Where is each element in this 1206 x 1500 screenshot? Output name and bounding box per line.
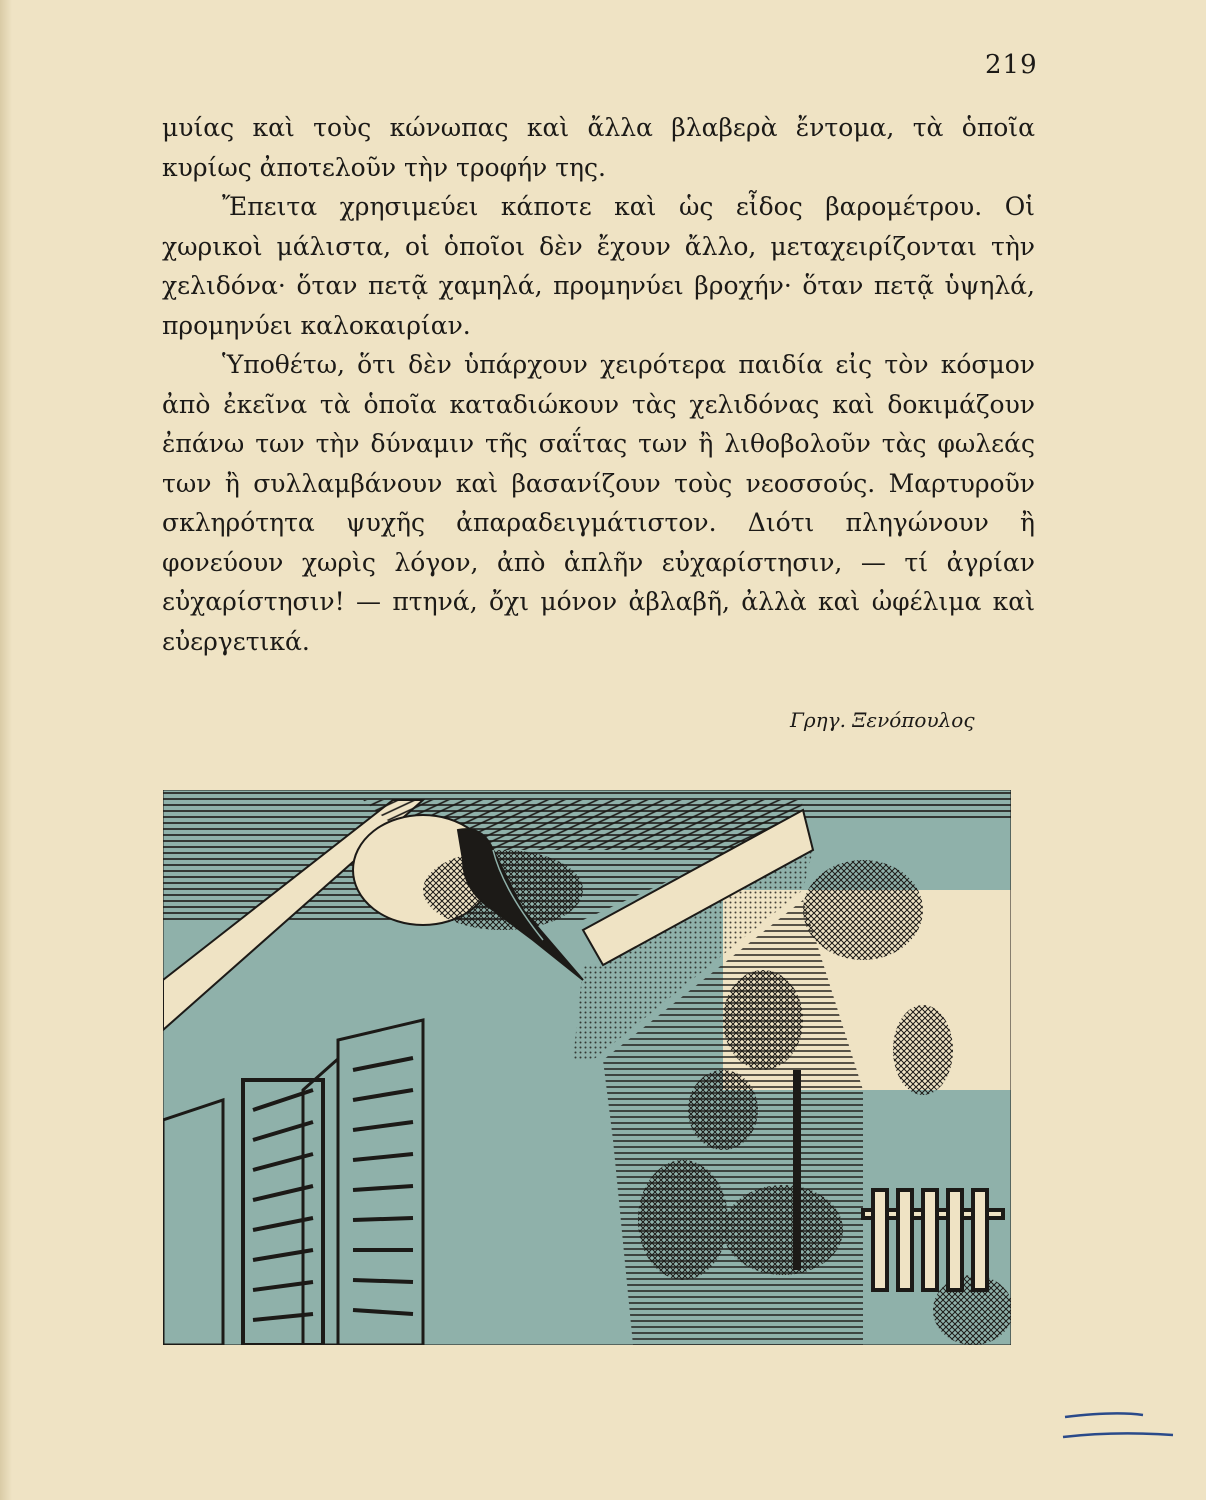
swallow-illustration: [163, 790, 1011, 1345]
paragraph-3: Ὑποθέτω, ὅτι δὲν ὑπάρχουν χειρότερα παιδία εἰς τὸν κόσμον ἀπὸ ἐκεῖνα τὰ ὁποῖα καταδιώκουν τὰς χελιδόνας καὶ δοκιμάζουν ἐπάνω των τὴν δύναμιν τῆς σαΐτας των ἢ λιθοβολοῦν τὰς φωλεάς των ἢ συλλαμβάνουν καὶ βασανίζουν τοὺς νεοσσούς. Μαρτυροῦν σκληρότητα ψυχῆς ἀπαραδειγμάτιστον. Διότι πληγώνουν ἢ φονεύουν χωρὶς λόγον, ἀπὸ ἁπλῆν εὐχαρίστησιν, — τί ἀγρίαν εὐχαρίστησιν! — πτηνά, ὄχι μόνον ἀβλαβῆ, ἀλλὰ καὶ ὠφέλιμα καὶ εὐεργετικά.: [162, 350, 1035, 656]
fence: [863, 1190, 1003, 1290]
pen-mark: [1055, 1405, 1175, 1465]
paragraph-2: Ἔπειτα χρησιμεύει κάποτε καὶ ὡς εἶδος βαρομέτρου. Οἱ χωρικοὶ μάλιστα, οἱ ὁποῖοι δὲν ἔχουν ἄλλο, μεταχειρίζονται τὴν χελιδόνα· ὅταν πετᾷ χαμηλά, προμηνύει βροχήν· ὅταν πετᾷ ὑψηλά, προμηνύει καλοκαιρίαν.: [162, 192, 1035, 340]
paragraph-1: μυίας καὶ τοὺς κώνωπας καὶ ἄλλα βλαβερὰ ἔντομα, τὰ ὁποῖα κυρίως ἀποτελοῦν τὴν τροφήν της.: [162, 113, 1035, 182]
page-number: 219: [985, 50, 1038, 80]
author-signature: Γρηγ. Ξενόπουλος: [790, 708, 975, 732]
page-edge: [0, 0, 12, 1500]
body-text: [162, 108, 1035, 661]
